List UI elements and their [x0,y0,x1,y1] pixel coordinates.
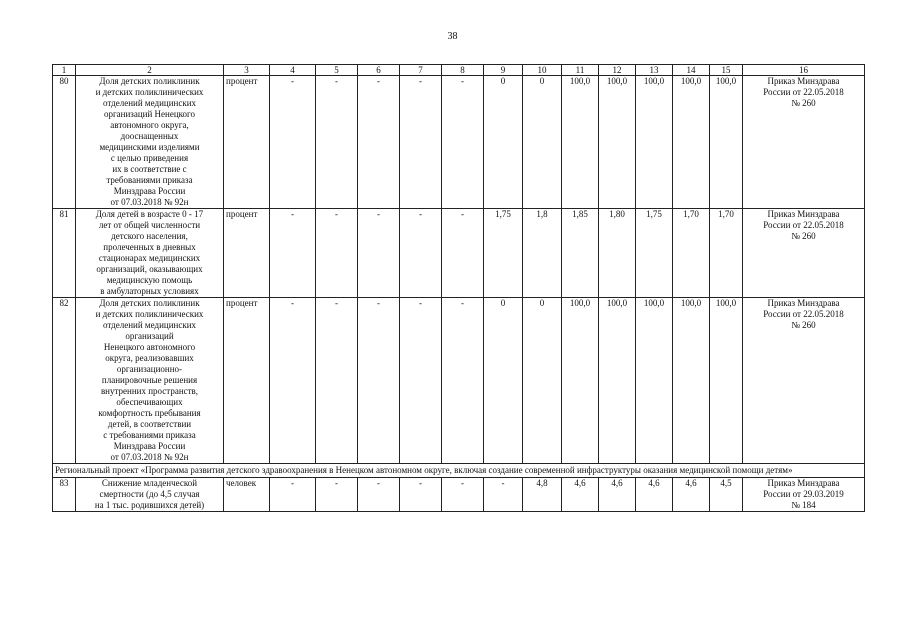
section-row [53,464,865,478]
indicator-name-line: отделений медицинских [102,98,197,108]
indicator-name-line: отделений медицинских [102,320,197,330]
indicator-name [76,76,224,209]
source-line: России от 29.03.2019 [763,489,844,499]
value-cell: 4,6 [599,478,636,512]
value-cell: 1,80 [599,209,636,298]
value-cell: 4,5 [710,478,743,512]
indicator-name-line: организационно- [116,364,183,374]
value-cell: 0 [484,76,523,209]
value-cell: - [442,209,484,298]
indicator-name-line: организаций, оказывающих [96,264,203,274]
unit-cell: процент [224,209,270,298]
source-line: Приказ Минздрава [767,478,840,488]
row-number: 83 [53,478,76,512]
indicator-name-line: автономного округа, [110,120,189,130]
value-cell: 1,85 [562,209,599,298]
value-cell: 4,6 [673,478,710,512]
indicator-name-line: Минздрава России [113,186,186,196]
source-line: № 260 [791,320,816,330]
column-header: 8 [442,65,484,76]
source-line: № 260 [791,231,816,241]
indicator-name-line: в амбулаторных условиях [100,286,199,296]
indicator-name-line: Доля детских поликлиник [99,298,200,308]
row-number: 80 [53,76,76,209]
indicator-name-line: организаций [125,331,174,341]
value-cell: 100,0 [636,298,673,464]
column-header: 6 [358,65,400,76]
value-cell: - [484,478,523,512]
indicator-name-line: на 1 тыс. родившихся детей) [94,500,205,510]
table-body [53,65,865,512]
value-cell: - [270,209,316,298]
indicator-name-line: планировочные решения [101,375,198,385]
source-document [743,76,865,209]
indicator-name-line: детского населения, [111,231,188,241]
table-row [53,298,865,464]
value-cell: 1,70 [673,209,710,298]
value-cell: - [400,209,442,298]
column-header: 14 [673,65,710,76]
indicators-table [52,64,865,512]
column-header: 15 [710,65,743,76]
value-cell: 100,0 [599,298,636,464]
value-cell: - [442,76,484,209]
value-cell: - [400,478,442,512]
indicator-name-line: стационарах медицинских [98,253,201,263]
indicator-name-line: с целью приведения [110,153,189,163]
indicator-name-line: обеспечивающих [116,397,183,407]
value-cell: 4,8 [523,478,562,512]
column-header: 12 [599,65,636,76]
value-cell: - [270,76,316,209]
column-header: 1 [53,65,76,76]
value-cell: 0 [523,298,562,464]
source-line: России от 22.05.2018 [763,87,844,97]
value-cell: 0 [484,298,523,464]
table-row [53,209,865,298]
indicator-name [76,298,224,464]
value-cell: - [270,478,316,512]
value-cell: 100,0 [562,298,599,464]
indicator-name [76,209,224,298]
value-cell: - [316,76,358,209]
unit-cell: процент [224,298,270,464]
value-cell: 1,75 [484,209,523,298]
value-cell: 100,0 [710,298,743,464]
source-line: России от 22.05.2018 [763,309,844,319]
value-cell: 4,6 [562,478,599,512]
value-cell: - [400,298,442,464]
source-line: № 184 [791,500,816,510]
source-document [743,478,865,512]
source-document [743,209,865,298]
indicator-name-line: комфортность пребывания [98,408,201,418]
column-header: 3 [224,65,270,76]
column-header: 5 [316,65,358,76]
page-number: 38 [447,31,458,42]
source-line: России от 22.05.2018 [763,220,844,230]
value-cell: - [442,298,484,464]
indicator-name-line: медицинскую помощь [106,275,193,285]
value-cell: 100,0 [673,298,710,464]
indicator-name-line: их в соответствие с [112,164,187,174]
value-cell: - [400,76,442,209]
value-cell: 100,0 [673,76,710,209]
indicator-name-line: медицинскими изделиями [99,142,200,152]
value-cell: - [316,298,358,464]
indicator-name-line: лет от общей численности [98,220,201,230]
section-title: Региональный проект «Программа развития детского здравоохранения в Ненецком автономном округе, включая создание современной инфраструктуры оказания медицинской помощи детям» [53,464,865,478]
column-header: 13 [636,65,673,76]
value-cell: - [442,478,484,512]
source-line: № 260 [791,98,816,108]
indicator-name-line: Доля детских поликлиник [99,76,200,86]
indicator-name-line: внутренних пространств, [100,386,199,396]
value-cell: 1,70 [710,209,743,298]
value-cell: 1,75 [636,209,673,298]
column-header-row [53,65,865,76]
column-header: 7 [400,65,442,76]
value-cell: - [316,478,358,512]
column-header: 10 [523,65,562,76]
value-cell: 100,0 [599,76,636,209]
column-header: 2 [76,65,224,76]
indicator-name [76,478,224,512]
value-cell: 4,6 [636,478,673,512]
indicator-name-line: требованиями приказа [106,175,193,185]
unit-cell: человек [224,478,270,512]
value-cell: 100,0 [636,76,673,209]
source-line: Приказ Минздрава [767,298,840,308]
value-cell: 0 [523,76,562,209]
source-line: Приказ Минздрава [767,76,840,86]
value-cell: 100,0 [562,76,599,209]
value-cell: - [358,76,400,209]
indicator-name-line: Ненецкого автономного [103,342,196,352]
value-cell: - [358,298,400,464]
source-document [743,298,865,464]
indicator-name-line: округа, реализовавших [105,353,194,363]
row-number: 81 [53,209,76,298]
row-number: 82 [53,298,76,464]
indicator-name-line: от 07.03.2018 № 92н [110,197,189,207]
indicator-name-line: и детских поликлинических [95,309,204,319]
indicator-name-line: с требованиями приказа [103,430,196,440]
value-cell: - [358,478,400,512]
column-header: 16 [743,65,865,76]
source-line: Приказ Минздрава [767,209,840,219]
column-header: 11 [562,65,599,76]
indicator-name-line: Снижение младенческой [101,478,198,488]
indicator-name-line: и детских поликлинических [95,87,204,97]
indicator-name-line: Доля детей в возрасте 0 - 17 [95,209,204,219]
indicator-name-line: пролеченных в дневных [103,242,196,252]
value-cell: - [316,209,358,298]
value-cell: 100,0 [710,76,743,209]
indicator-name-line: Минздрава России [113,441,186,451]
unit-cell: процент [224,76,270,209]
indicator-name-line: детей, в соответствии [107,419,192,429]
table-row [53,76,865,209]
table-row [53,478,865,512]
indicator-name-line: смертности (до 4,5 случая [99,489,200,499]
column-header: 4 [270,65,316,76]
value-cell: 1,8 [523,209,562,298]
indicator-name-line: дооснащенных [120,131,179,141]
indicator-name-line: от 07.03.2018 № 92н [110,452,189,462]
indicator-name-line: организаций Ненецкого [103,109,196,119]
value-cell: - [270,298,316,464]
column-header: 9 [484,65,523,76]
value-cell: - [358,209,400,298]
